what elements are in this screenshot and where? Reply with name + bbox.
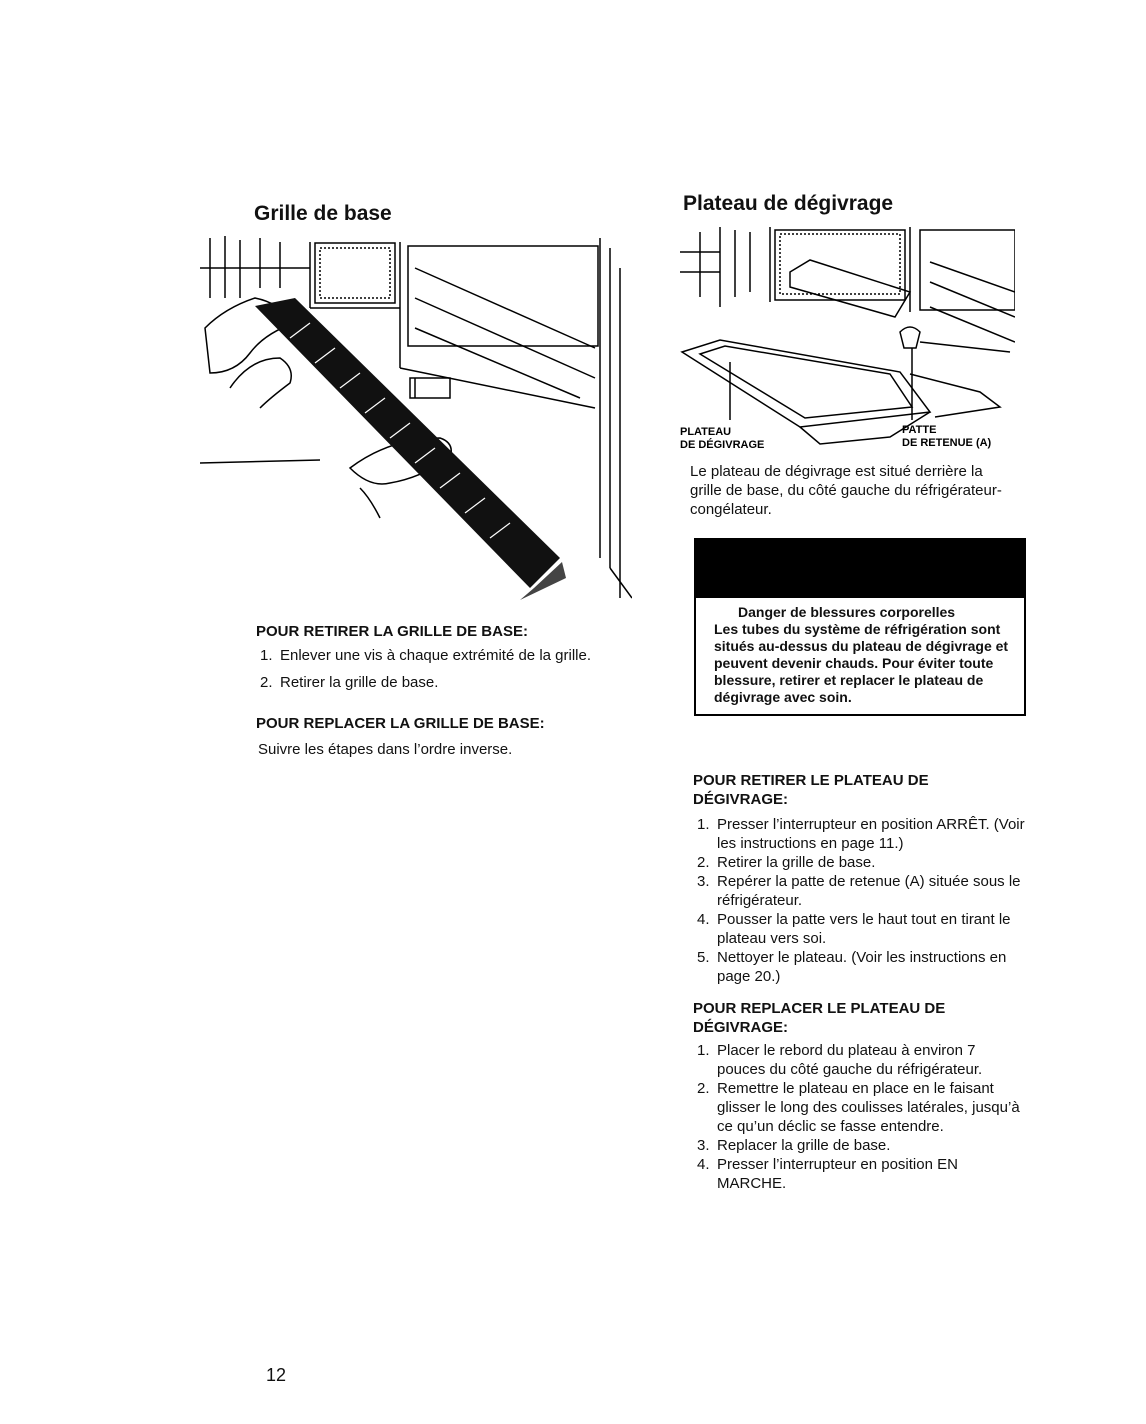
tab-label-line1: PATTE bbox=[902, 424, 937, 436]
list-item: 3. Repérer la patte de retenue (A) située sous le réfrigérateur. bbox=[697, 873, 1021, 909]
defrost-tray-illustration bbox=[680, 222, 1015, 462]
list-item: 4. Pousser la patte vers le haut tout en tirant le plateau vers soi. bbox=[697, 911, 1011, 947]
replace-tray-steps bbox=[693, 1041, 1028, 1193]
tray-label-line1: PLATEAU bbox=[680, 426, 732, 438]
list-item: 1. Placer le rebord du plateau à environ 7 pouces du côté gauche du réfrigérateur. bbox=[697, 1042, 983, 1078]
replace-tray-heading: POUR REPLACER LE PLATEAU DE DÉGIVRAGE: bbox=[693, 1000, 946, 1036]
list-item: 2. Remettre le plateau en place en le faisant glisser le long des coulisses latérales, jusqu’à ce qu’un déclic se fasse entendre. bbox=[697, 1080, 1020, 1135]
list-item: 1. Presser l’interrupteur en position ARRÊT. (Voir les instructions en page 11.) bbox=[697, 816, 1025, 852]
warning-header-bar bbox=[696, 540, 1024, 598]
remove-tray-steps bbox=[693, 815, 1028, 986]
defrost-tray-intro: Le plateau de dégivrage est situé derrière la grille de base, du côté gauche du réfrigérateur-congélateur. bbox=[690, 463, 1002, 518]
base-grille-illustration bbox=[200, 228, 632, 610]
warning-body bbox=[696, 598, 1024, 714]
list-item: 4. Presser l’interrupteur en position EN MARCHE. bbox=[697, 1156, 958, 1192]
list-item: 2. Retirer la grille de base. bbox=[697, 854, 876, 871]
replace-grille-heading: POUR REPLACER LA GRILLE DE BASE: bbox=[256, 715, 545, 732]
replace-grille-text: Suivre les étapes dans l’ordre inverse. bbox=[258, 741, 513, 758]
warning-title: Danger de blessures corporelles bbox=[738, 604, 956, 620]
tab-label-line2: DE RETENUE (A) bbox=[902, 437, 992, 449]
left-section-title: Grille de base bbox=[254, 202, 392, 225]
list-item: 2. Retirer la grille de base. bbox=[260, 674, 439, 691]
remove-tray-heading: POUR RETIRER LE PLATEAU DE DÉGIVRAGE: bbox=[693, 772, 929, 808]
tray-label-line2: DE DÉGIVRAGE bbox=[680, 439, 765, 451]
page-number: 12 bbox=[266, 1365, 287, 1385]
list-item: 5. Nettoyer le plateau. (Voir les instructions en page 20.) bbox=[697, 949, 1007, 985]
list-item: 3. Replacer la grille de base. bbox=[697, 1137, 891, 1154]
list-item: 1. Enlever une vis à chaque extrémité de la grille. bbox=[260, 647, 592, 664]
warning-box bbox=[694, 538, 1026, 716]
right-section-title: Plateau de dégivrage bbox=[683, 192, 894, 215]
remove-grille-steps bbox=[256, 646, 592, 692]
remove-grille-heading: POUR RETIRER LA GRILLE DE BASE: bbox=[256, 623, 528, 640]
warning-text: Les tubes du système de réfrigération sont situés au-dessus du plateau de dégivrage et peuvent devenir chauds. Pour éviter toute blessure, retirer et replacer le plateau de dégivrage avec soin. bbox=[714, 621, 1009, 705]
